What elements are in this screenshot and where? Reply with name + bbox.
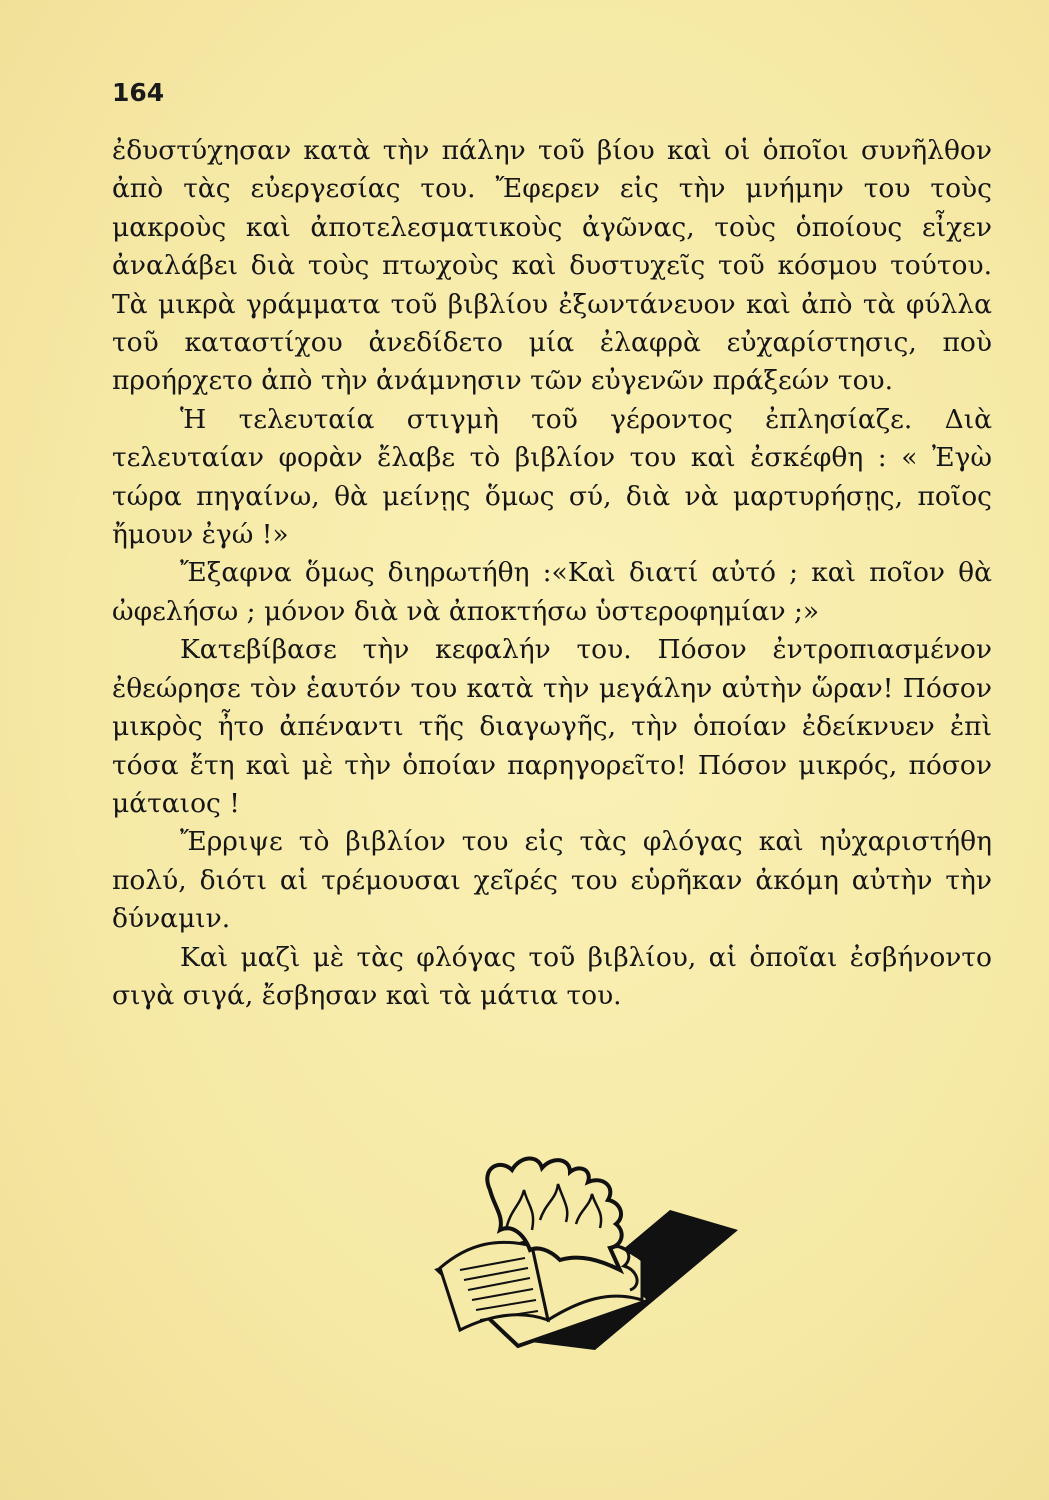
- paragraph-5: Ἔρριψε τὸ βιβλίον του εἰς τὰς φλόγας καὶ ηὐχαριστήθη πολύ, διότι αἱ τρέμουσαι χεῖρές του εὑρῆκαν ἀκόμη αὐτὴν τὴν δύναμιν.: [112, 826, 992, 935]
- paragraph-4: Κατεβίβασε τὴν κεφαλήν του. Πόσον ἐντροπιασμένον ἐθεώρησε τὸν ἑαυτόν του κατὰ τὴν μεγάλην αὐτὴν ὥραν! Πόσον μικρὸς ἦτο ἀπέναντι τῆς διαγωγῆς, τὴν ὁποίαν ἐδείκνυεν ἐπὶ τόσα ἔτη καὶ μὲ τὴν ὁποίαν παρηγορεῖτο! Πόσον μικρός, πόσον μάταιος !: [112, 634, 992, 819]
- page-number: 164: [112, 78, 165, 107]
- paragraph-3: Ἔξαφνα ὅμως διηρωτήθη :«Καὶ διατί αὐτό ; καὶ ποῖον θὰ ὠφελήσω ; μόνον διὰ νὰ ἀποκτήσω ὑστεροφημίαν ;»: [112, 557, 992, 627]
- paragraph-6: Καὶ μαζὶ μὲ τὰς φλόγας τοῦ βιβλίου, αἱ ὁποῖαι ἐσβήνοντο σιγὰ σιγά, ἔσβησαν καὶ τὰ μάτια του.: [112, 941, 992, 1011]
- burning-book-icon: [420, 1150, 740, 1355]
- paragraph-1: ἐδυστύχησαν κατὰ τὴν πάλην τοῦ βίου καὶ οἱ ὁποῖοι συνῆλθον ἀπὸ τὰς εὐεργεσίας του. Ἔφερεν εἰς τὴν μνήμην του τοὺς μακροὺς καὶ ἀποτελεσματικοὺς ἀγῶνας, τοὺς ὁποίους εἶχεν ἀναλάβει διὰ τοὺς πτωχοὺς καὶ δυστυχεῖς τοῦ κόσμου τούτου. Τὰ μικρὰ γράμματα τοῦ βιβλίου ἐξωντάνευον καὶ ἀπὸ τὰ φύλλα τοῦ καταστίχου ἀνεδίδετο μία ἐλαφρὰ εὐχαρίστησις, ποὺ προήρχετο ἀπὸ τὴν ἀνάμνησιν τῶν εὐγενῶν πράξεών του.: [112, 135, 992, 397]
- paragraph-2: Ἡ τελευταία στιγμὴ τοῦ γέροντος ἐπλησίαζε. Διὰ τελευταίαν φορὰν ἔλαβε τὸ βιβλίον του καὶ ἐσκέφθη : « Ἐγὼ τώρα πηγαίνω, θὰ μείνῃς ὅμως σύ, διὰ νὰ μαρτυρήσῃς, ποῖος ἤμουν ἐγώ !»: [112, 403, 992, 551]
- body-text: [112, 132, 992, 1015]
